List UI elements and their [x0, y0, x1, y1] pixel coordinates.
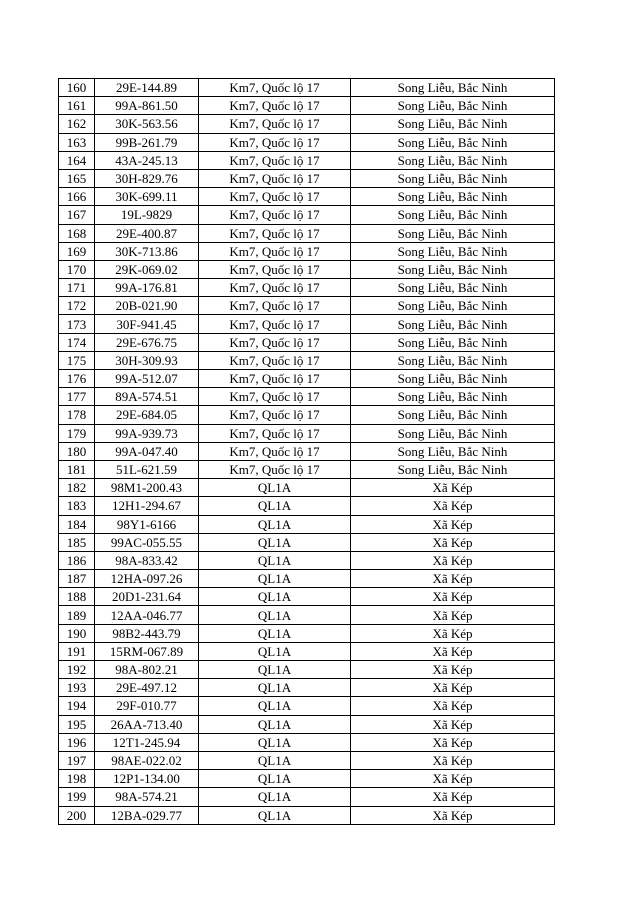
- license-plate-cell: 29E-676.75: [95, 333, 199, 351]
- area-cell: Xã Kép: [351, 751, 555, 769]
- area-cell: Xã Kép: [351, 497, 555, 515]
- row-number-cell: 179: [59, 424, 95, 442]
- table-row: [59, 661, 555, 679]
- row-number-cell: 200: [59, 806, 95, 824]
- license-plate-cell: 99B-261.79: [95, 133, 199, 151]
- license-plate-cell: 29F-010.77: [95, 697, 199, 715]
- table-row: [59, 206, 555, 224]
- area-cell: Song Liễu, Bắc Ninh: [351, 188, 555, 206]
- row-number-cell: 197: [59, 751, 95, 769]
- location-cell: QL1A: [199, 570, 351, 588]
- row-number-cell: 196: [59, 733, 95, 751]
- row-number-cell: 186: [59, 551, 95, 569]
- location-cell: QL1A: [199, 588, 351, 606]
- location-cell: Km7, Quốc lộ 17: [199, 133, 351, 151]
- table-row: [59, 733, 555, 751]
- license-plate-cell: 12T1-245.94: [95, 733, 199, 751]
- table-row: [59, 460, 555, 478]
- row-number-cell: 191: [59, 642, 95, 660]
- area-cell: Xã Kép: [351, 733, 555, 751]
- license-plate-cell: 43A-245.13: [95, 151, 199, 169]
- row-number-cell: 184: [59, 515, 95, 533]
- row-number-cell: 160: [59, 79, 95, 97]
- license-plate-cell: 30K-699.11: [95, 188, 199, 206]
- location-cell: QL1A: [199, 770, 351, 788]
- location-cell: Km7, Quốc lộ 17: [199, 224, 351, 242]
- location-cell: QL1A: [199, 788, 351, 806]
- location-cell: Km7, Quốc lộ 17: [199, 97, 351, 115]
- table-row: [59, 169, 555, 187]
- license-plate-cell: 12BA-029.77: [95, 806, 199, 824]
- table-row: [59, 533, 555, 551]
- table-row: [59, 697, 555, 715]
- location-cell: Km7, Quốc lộ 17: [199, 333, 351, 351]
- location-cell: Km7, Quốc lộ 17: [199, 388, 351, 406]
- location-cell: Km7, Quốc lộ 17: [199, 188, 351, 206]
- row-number-cell: 168: [59, 224, 95, 242]
- location-cell: Km7, Quốc lộ 17: [199, 442, 351, 460]
- area-cell: Song Liễu, Bắc Ninh: [351, 351, 555, 369]
- area-cell: Xã Kép: [351, 551, 555, 569]
- location-cell: Km7, Quốc lộ 17: [199, 460, 351, 478]
- location-cell: QL1A: [199, 642, 351, 660]
- area-cell: Song Liễu, Bắc Ninh: [351, 206, 555, 224]
- area-cell: Xã Kép: [351, 770, 555, 788]
- location-cell: Km7, Quốc lộ 17: [199, 279, 351, 297]
- table-body: [59, 79, 555, 825]
- license-plate-cell: 29E-497.12: [95, 679, 199, 697]
- license-plate-cell: 15RM-067.89: [95, 642, 199, 660]
- table-row: [59, 551, 555, 569]
- table-row: [59, 642, 555, 660]
- row-number-cell: 193: [59, 679, 95, 697]
- row-number-cell: 182: [59, 479, 95, 497]
- location-cell: QL1A: [199, 624, 351, 642]
- area-cell: Song Liễu, Bắc Ninh: [351, 151, 555, 169]
- license-plate-cell: 29K-069.02: [95, 260, 199, 278]
- location-cell: Km7, Quốc lộ 17: [199, 115, 351, 133]
- area-cell: Song Liễu, Bắc Ninh: [351, 242, 555, 260]
- area-cell: Song Liễu, Bắc Ninh: [351, 79, 555, 97]
- license-plate-cell: 99A-939.73: [95, 424, 199, 442]
- row-number-cell: 189: [59, 606, 95, 624]
- location-cell: QL1A: [199, 715, 351, 733]
- license-plate-cell: 98B2-443.79: [95, 624, 199, 642]
- license-plate-cell: 30H-829.76: [95, 169, 199, 187]
- license-plate-cell: 26AA-713.40: [95, 715, 199, 733]
- area-cell: Song Liễu, Bắc Ninh: [351, 388, 555, 406]
- area-cell: Song Liễu, Bắc Ninh: [351, 224, 555, 242]
- location-cell: QL1A: [199, 515, 351, 533]
- license-plate-cell: 29E-400.87: [95, 224, 199, 242]
- row-number-cell: 164: [59, 151, 95, 169]
- area-cell: Xã Kép: [351, 533, 555, 551]
- table-row: [59, 588, 555, 606]
- table-row: [59, 224, 555, 242]
- license-plate-cell: 98Y1-6166: [95, 515, 199, 533]
- area-cell: Song Liễu, Bắc Ninh: [351, 442, 555, 460]
- location-cell: Km7, Quốc lộ 17: [199, 424, 351, 442]
- location-cell: Km7, Quốc lộ 17: [199, 315, 351, 333]
- table-row: [59, 151, 555, 169]
- row-number-cell: 166: [59, 188, 95, 206]
- row-number-cell: 199: [59, 788, 95, 806]
- row-number-cell: 167: [59, 206, 95, 224]
- license-plate-cell: 89A-574.51: [95, 388, 199, 406]
- table-row: [59, 79, 555, 97]
- row-number-cell: 174: [59, 333, 95, 351]
- license-plate-cell: 20D1-231.64: [95, 588, 199, 606]
- location-cell: QL1A: [199, 697, 351, 715]
- table-row: [59, 806, 555, 824]
- location-cell: QL1A: [199, 533, 351, 551]
- area-cell: Xã Kép: [351, 606, 555, 624]
- location-cell: QL1A: [199, 661, 351, 679]
- location-cell: QL1A: [199, 551, 351, 569]
- license-plate-cell: 98A-574.21: [95, 788, 199, 806]
- license-plate-cell: 51L-621.59: [95, 460, 199, 478]
- area-cell: Song Liễu, Bắc Ninh: [351, 169, 555, 187]
- row-number-cell: 172: [59, 297, 95, 315]
- table-row: [59, 624, 555, 642]
- license-plate-cell: 30K-563.56: [95, 115, 199, 133]
- location-cell: Km7, Quốc lộ 17: [199, 297, 351, 315]
- row-number-cell: 165: [59, 169, 95, 187]
- table-row: [59, 497, 555, 515]
- row-number-cell: 183: [59, 497, 95, 515]
- row-number-cell: 192: [59, 661, 95, 679]
- row-number-cell: 175: [59, 351, 95, 369]
- area-cell: Xã Kép: [351, 570, 555, 588]
- area-cell: Song Liễu, Bắc Ninh: [351, 460, 555, 478]
- row-number-cell: 170: [59, 260, 95, 278]
- area-cell: Song Liễu, Bắc Ninh: [351, 315, 555, 333]
- table-row: [59, 570, 555, 588]
- row-number-cell: 169: [59, 242, 95, 260]
- license-plate-cell: 12AA-046.77: [95, 606, 199, 624]
- license-plate-cell: 30F-941.45: [95, 315, 199, 333]
- table-row: [59, 260, 555, 278]
- license-plate-cell: 99A-861.50: [95, 97, 199, 115]
- area-cell: Xã Kép: [351, 642, 555, 660]
- violation-table: [58, 78, 555, 825]
- area-cell: Song Liễu, Bắc Ninh: [351, 115, 555, 133]
- row-number-cell: 171: [59, 279, 95, 297]
- row-number-cell: 194: [59, 697, 95, 715]
- license-plate-cell: 20B-021.90: [95, 297, 199, 315]
- row-number-cell: 181: [59, 460, 95, 478]
- area-cell: Song Liễu, Bắc Ninh: [351, 333, 555, 351]
- license-plate-cell: 98A-802.21: [95, 661, 199, 679]
- location-cell: Km7, Quốc lộ 17: [199, 406, 351, 424]
- table-row: [59, 770, 555, 788]
- row-number-cell: 177: [59, 388, 95, 406]
- area-cell: Xã Kép: [351, 661, 555, 679]
- location-cell: Km7, Quốc lộ 17: [199, 151, 351, 169]
- area-cell: Song Liễu, Bắc Ninh: [351, 133, 555, 151]
- license-plate-cell: 99A-512.07: [95, 370, 199, 388]
- license-plate-cell: 29E-144.89: [95, 79, 199, 97]
- table-row: [59, 115, 555, 133]
- table-row: [59, 479, 555, 497]
- license-plate-cell: 99A-047.40: [95, 442, 199, 460]
- location-cell: QL1A: [199, 479, 351, 497]
- row-number-cell: 161: [59, 97, 95, 115]
- table-row: [59, 715, 555, 733]
- location-cell: QL1A: [199, 806, 351, 824]
- area-cell: Song Liễu, Bắc Ninh: [351, 424, 555, 442]
- row-number-cell: 198: [59, 770, 95, 788]
- location-cell: QL1A: [199, 733, 351, 751]
- row-number-cell: 180: [59, 442, 95, 460]
- area-cell: Xã Kép: [351, 715, 555, 733]
- table-row: [59, 279, 555, 297]
- table-row: [59, 97, 555, 115]
- area-cell: Xã Kép: [351, 788, 555, 806]
- license-plate-cell: 99AC-055.55: [95, 533, 199, 551]
- table-row: [59, 751, 555, 769]
- location-cell: Km7, Quốc lộ 17: [199, 206, 351, 224]
- table-row: [59, 315, 555, 333]
- area-cell: Song Liễu, Bắc Ninh: [351, 260, 555, 278]
- license-plate-cell: 12H1-294.67: [95, 497, 199, 515]
- table-row: [59, 242, 555, 260]
- license-plate-cell: 30H-309.93: [95, 351, 199, 369]
- row-number-cell: 190: [59, 624, 95, 642]
- license-plate-cell: 19L-9829: [95, 206, 199, 224]
- location-cell: Km7, Quốc lộ 17: [199, 260, 351, 278]
- table-row: [59, 788, 555, 806]
- location-cell: Km7, Quốc lộ 17: [199, 351, 351, 369]
- table-row: [59, 515, 555, 533]
- license-plate-cell: 12HA-097.26: [95, 570, 199, 588]
- area-cell: Xã Kép: [351, 479, 555, 497]
- license-plate-cell: 98M1-200.43: [95, 479, 199, 497]
- table-row: [59, 333, 555, 351]
- license-plate-cell: 98AE-022.02: [95, 751, 199, 769]
- location-cell: Km7, Quốc lộ 17: [199, 79, 351, 97]
- area-cell: Xã Kép: [351, 679, 555, 697]
- table-row: [59, 424, 555, 442]
- row-number-cell: 195: [59, 715, 95, 733]
- area-cell: Song Liễu, Bắc Ninh: [351, 279, 555, 297]
- location-cell: Km7, Quốc lộ 17: [199, 242, 351, 260]
- location-cell: Km7, Quốc lộ 17: [199, 370, 351, 388]
- license-plate-cell: 30K-713.86: [95, 242, 199, 260]
- row-number-cell: 178: [59, 406, 95, 424]
- row-number-cell: 188: [59, 588, 95, 606]
- area-cell: Xã Kép: [351, 806, 555, 824]
- table-row: [59, 442, 555, 460]
- table-row: [59, 133, 555, 151]
- location-cell: QL1A: [199, 497, 351, 515]
- table-row: [59, 297, 555, 315]
- table-row: [59, 370, 555, 388]
- row-number-cell: 185: [59, 533, 95, 551]
- row-number-cell: 187: [59, 570, 95, 588]
- license-plate-cell: 98A-833.42: [95, 551, 199, 569]
- area-cell: Song Liễu, Bắc Ninh: [351, 297, 555, 315]
- row-number-cell: 162: [59, 115, 95, 133]
- location-cell: QL1A: [199, 606, 351, 624]
- area-cell: Xã Kép: [351, 697, 555, 715]
- area-cell: Song Liễu, Bắc Ninh: [351, 97, 555, 115]
- row-number-cell: 163: [59, 133, 95, 151]
- area-cell: Xã Kép: [351, 515, 555, 533]
- location-cell: QL1A: [199, 679, 351, 697]
- location-cell: Km7, Quốc lộ 17: [199, 169, 351, 187]
- license-plate-cell: 12P1-134.00: [95, 770, 199, 788]
- table-row: [59, 388, 555, 406]
- row-number-cell: 173: [59, 315, 95, 333]
- table-row: [59, 606, 555, 624]
- location-cell: QL1A: [199, 751, 351, 769]
- license-plate-cell: 99A-176.81: [95, 279, 199, 297]
- license-plate-cell: 29E-684.05: [95, 406, 199, 424]
- table-row: [59, 679, 555, 697]
- area-cell: Xã Kép: [351, 624, 555, 642]
- table-row: [59, 188, 555, 206]
- table-row: [59, 406, 555, 424]
- area-cell: Song Liễu, Bắc Ninh: [351, 406, 555, 424]
- area-cell: Xã Kép: [351, 588, 555, 606]
- row-number-cell: 176: [59, 370, 95, 388]
- area-cell: Song Liễu, Bắc Ninh: [351, 370, 555, 388]
- table-row: [59, 351, 555, 369]
